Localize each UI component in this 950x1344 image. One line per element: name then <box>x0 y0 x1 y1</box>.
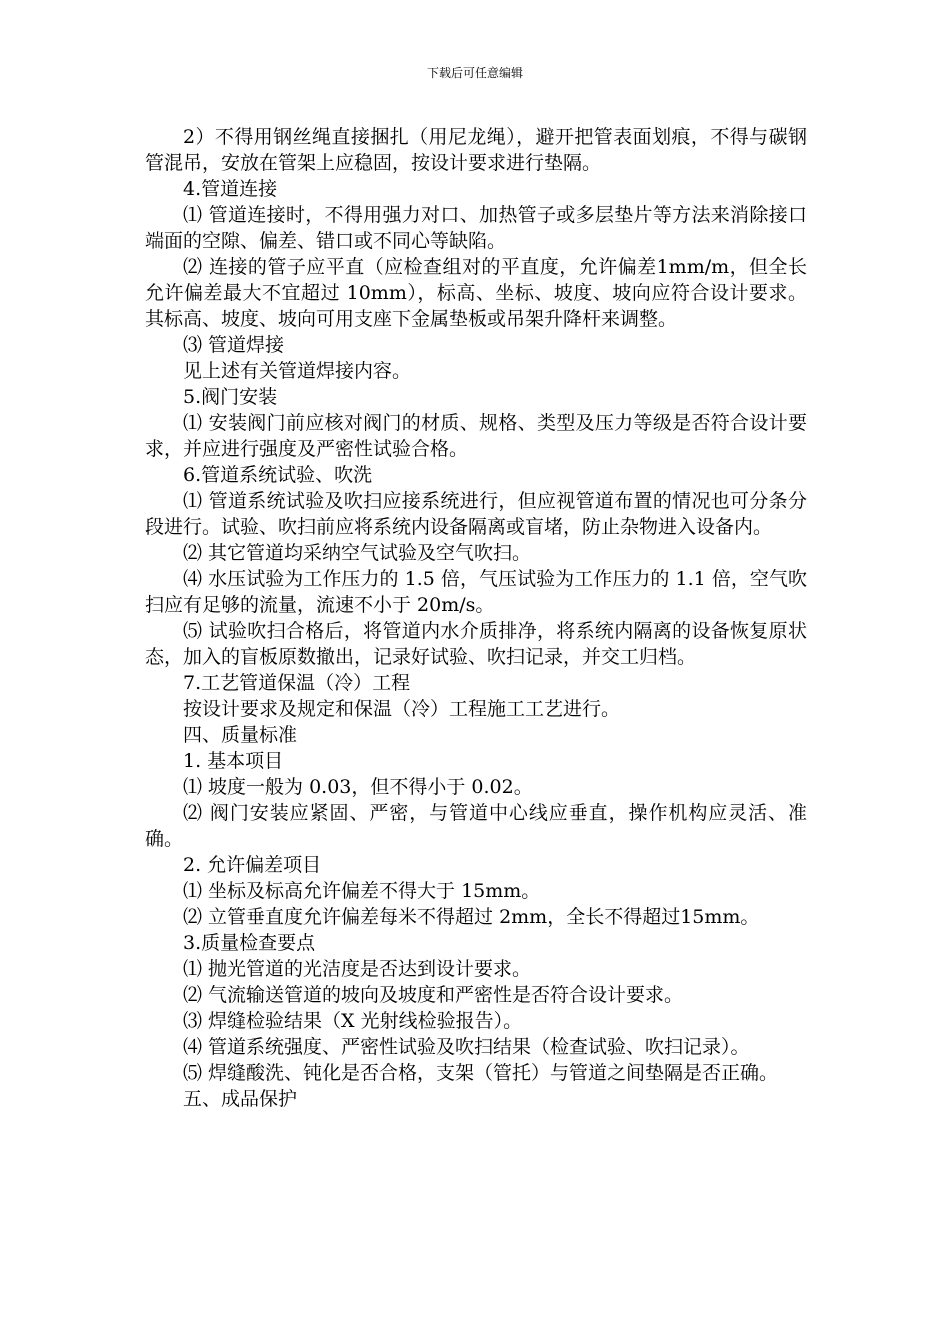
section-heading: 6.管道系统试验、吹洗 <box>183 464 373 486</box>
paragraph: 见上述有关管道焊接内容。 <box>183 360 412 382</box>
paragraph: ⑷ 管道系统强度、严密性试验及吹扫结果（检查试验、吹扫记录）。 <box>183 1036 750 1058</box>
paragraph: ⑴ 管道系统试验及吹扫应接系统进行，但应视管道布置的情况也可分条分段进行。试验、吹扫前应将系统内设备隔离或盲堵，防止杂物进入设备内。 <box>145 490 807 538</box>
page-header: 下载后可任意编辑 <box>426 66 523 80</box>
paragraph: ⑴ 抛光管道的光洁度是否达到设计要求。 <box>183 958 532 980</box>
section-heading: 5.阀门安装 <box>183 386 278 408</box>
paragraph: ⑴ 坡度一般为 0.03，但不得小于 0.02。 <box>183 776 533 798</box>
paragraph: 2）不得用钢丝绳直接捆扎（用尼龙绳），避开把管表面划痕，不得与碳钢管混吊，安放在管架上应稳固，按设计要求进行垫隔。 <box>145 126 807 174</box>
paragraph: ⑸ 焊缝酸洗、钝化是否合格，支架（管托）与管道之间垫隔是否正确。 <box>183 1062 779 1084</box>
paragraph: ⑵ 阀门安装应紧固、严密，与管道中心线应垂直，操作机构应灵活、准确。 <box>145 802 807 850</box>
paragraph: 按设计要求及规定和保温（冷）工程施工工艺进行。 <box>183 698 621 720</box>
section-heading: 1. 基本项目 <box>183 750 284 772</box>
chapter-heading: 四、质量标准 <box>183 724 298 746</box>
document-body <box>145 124 807 1112</box>
paragraph: ⑶ 焊缝检验结果（X 光射线检验报告）。 <box>183 1010 523 1032</box>
paragraph: ⑵ 气流输送管道的坡向及坡度和严密性是否符合设计要求。 <box>183 984 684 1006</box>
paragraph: ⑸ 试验吹扫合格后，将管道内水介质排净，将系统内隔离的设备恢复原状态，加入的盲板原数撤出，记录好试验、吹扫记录，并交工归档。 <box>145 620 807 668</box>
paragraph: ⑶ 管道焊接 <box>183 334 285 356</box>
section-heading: 7.工艺管道保温（冷）工程 <box>183 672 411 694</box>
section-heading: 4.管道连接 <box>183 178 278 200</box>
paragraph: ⑷ 水压试验为工作压力的 1.5 倍，气压试验为工作压力的 1.1 倍，空气吹扫应有足够的流量，流速不小于 20m/s。 <box>145 568 807 616</box>
paragraph: ⑵ 立管垂直度允许偏差每米不得超过 2mm，全长不得超过15mm。 <box>183 906 760 928</box>
paragraph: ⑴ 管道连接时，不得用强力对口、加热管子或多层垫片等方法来消除接口端面的空隙、偏差、错口或不同心等缺陷。 <box>145 204 807 252</box>
paragraph: ⑴ 坐标及标高允许偏差不得大于 15mm。 <box>183 880 541 902</box>
chapter-heading: 五、成品保护 <box>183 1088 298 1110</box>
section-heading: 2. 允许偏差项目 <box>183 854 322 876</box>
paragraph: ⑴ 安装阀门前应核对阀门的材质、规格、类型及压力等级是否符合设计要求，并应进行强度及严密性试验合格。 <box>145 412 807 460</box>
section-heading: 3.质量检查要点 <box>183 932 316 954</box>
paragraph: ⑵ 其它管道均采纳空气试验及空气吹扫。 <box>183 542 532 564</box>
paragraph: ⑵ 连接的管子应平直（应检查组对的平直度，允许偏差1mm/m，但全长允许偏差最大不宜超过 10mm），标高、坐标、坡度、坡向应符合设计要求。其标高、坡度、坡向可用支座下金属垫板或吊架升降杆来调整。 <box>145 256 807 330</box>
